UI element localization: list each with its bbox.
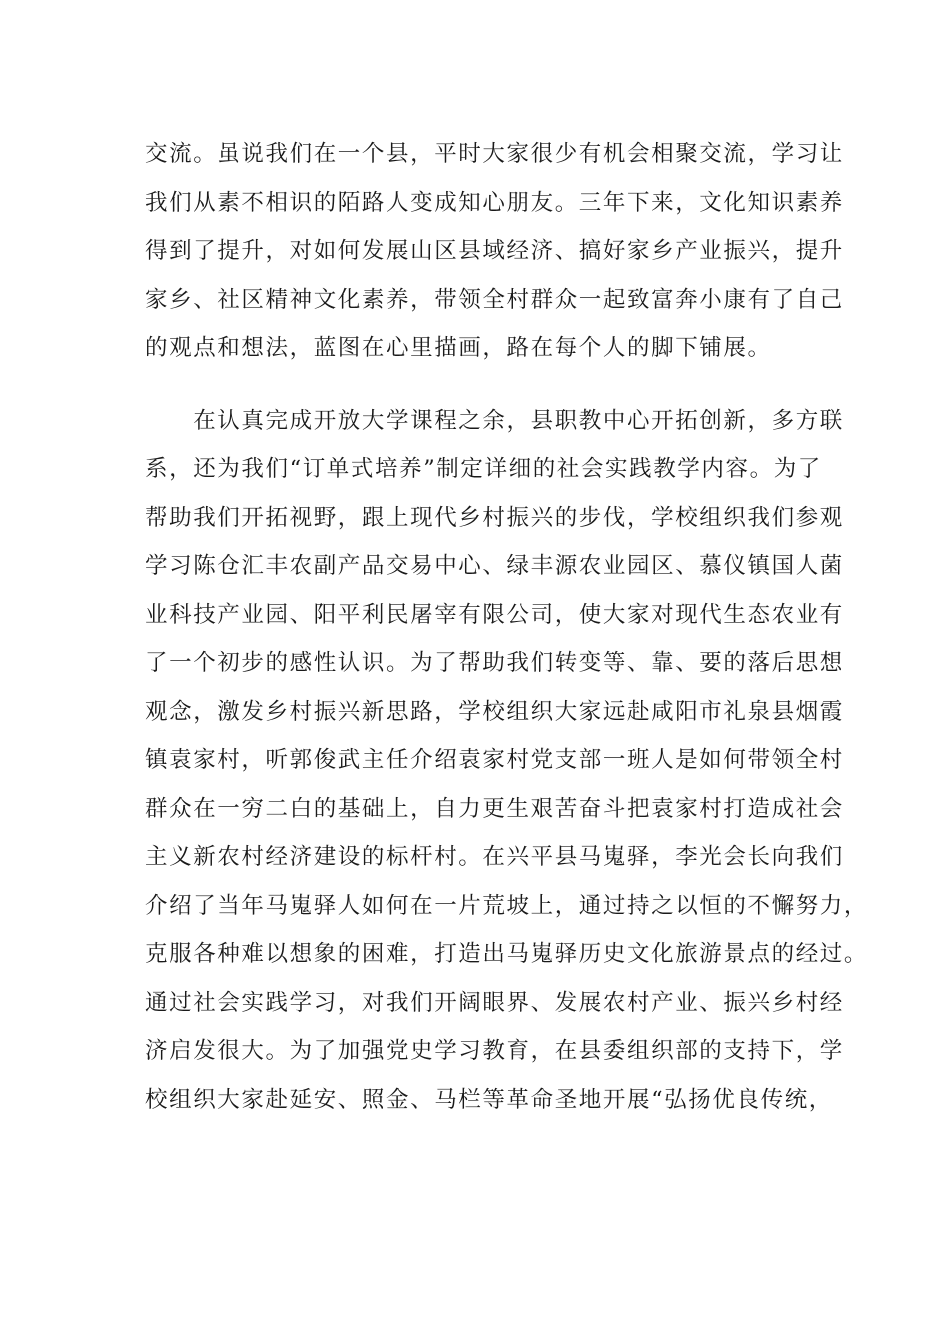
text-line: 系，还为我们“订单式培养”制定详细的社会实践教学内容。为了 — [145, 456, 822, 482]
paragraph-spacer — [145, 373, 825, 397]
text-line: 介绍了当年马嵬驿人如何在一片荒坡上，通过持之以恒的不懈努力， — [145, 892, 869, 919]
body-text — [145, 130, 869, 1124]
text-line: 了一个初步的感性认识。为了帮助我们转变等、靠、要的落后思想 — [145, 650, 844, 676]
text-line: 学习陈仓汇丰农副产品交易中心、绿丰源农业园区、慕仪镇国人菌 — [145, 553, 844, 579]
text-line: 得到了提升，对如何发展山区县域经济、搞好家乡产业振兴，提升 — [145, 238, 844, 264]
text-line: 克服各种难以想象的困难，打造出马嵬驿历史文化旅游景点的经过。 — [145, 941, 869, 967]
text-line: 济启发很大。为了加强党史学习教育，在县委组织部的支持下，学 — [145, 1038, 844, 1064]
text-line: 我们从素不相识的陌路人变成知心朋友。三年下来，文化知识素养 — [145, 189, 844, 216]
text-line: 的观点和想法，蓝图在心里描画，路在每个人的脚下铺展。 — [145, 335, 772, 361]
text-line: 镇袁家村，听郭俊武主任介绍袁家村党支部一班人是如何带领全村 — [145, 747, 844, 773]
text-line: 家乡、社区精神文化素养，带领全村群众一起致富奔小康有了自己 — [145, 286, 844, 313]
text-line: 通过社会实践学习，对我们开阔眼界、发展农村产业、振兴乡村经 — [145, 989, 844, 1016]
text-line: 帮助我们开拓视野，跟上现代乡村振兴的步伐，学校组织我们参观 — [145, 504, 844, 531]
text-line: 主义新农村经济建设的标杆村。在兴平县马嵬驿，李光会长向我们 — [145, 844, 844, 870]
text-line: 群众在一穷二白的基础上，自力更生艰苦奋斗把袁家村打造成社会 — [145, 795, 844, 822]
text-line: 在认真完成开放大学课程之余，县职教中心开拓创新，多方联 — [145, 407, 844, 434]
paragraph-2 — [145, 397, 869, 1125]
text-line: 观念，激发乡村振兴新思路，学校组织大家远赴咸阳市礼泉县烟霞 — [145, 698, 844, 725]
text-line: 业科技产业园、阳平利民屠宰有限公司，使大家对现代生态农业有 — [145, 601, 844, 628]
paragraph-1 — [145, 130, 844, 373]
text-line: 校组织大家赴延安、照金、马栏等革命圣地开展“弘扬优良传统， — [145, 1086, 833, 1113]
text-line: 交流。虽说我们在一个县，平时大家很少有机会相聚交流，学习让 — [145, 141, 844, 167]
